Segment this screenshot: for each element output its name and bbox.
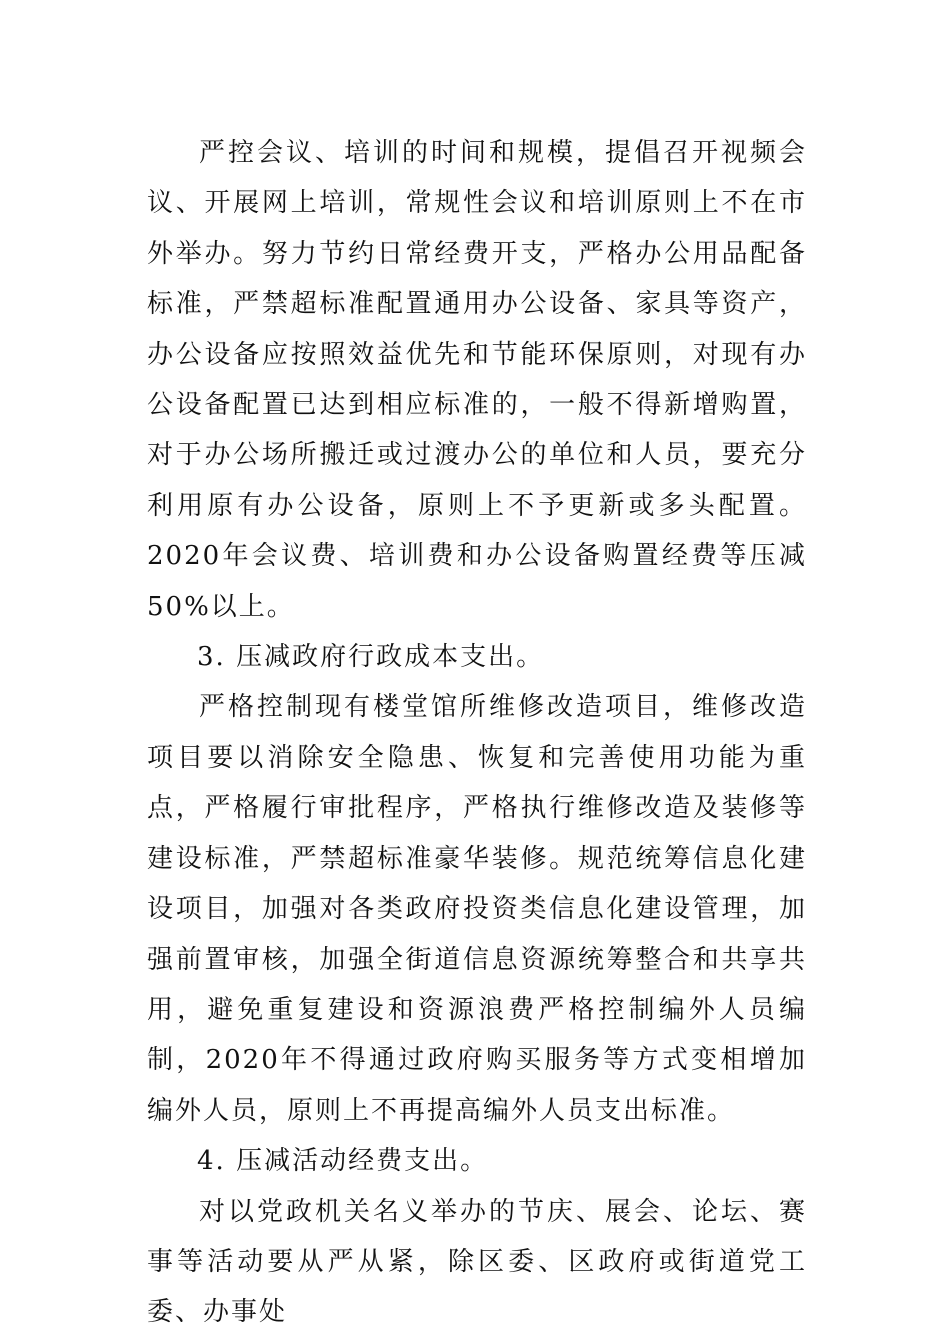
paragraph-meeting-training-office-expenses: 严控会议、培训的时间和规模，提倡召开视频会议、开展网上培训，常规性会议和培训原则上不在市外举办。努力节约日常经费开支，严格办公用品配备标准，严禁超标准配置通用办公设备、家具等资产，办公设备应按照效益优先和节能环保原则，对现有办公设备配置已达到相应标准的，一般不得新增购置，对于办公场所搬迁或过渡办公的单位和人员，要充分利用原有办公设备，原则上不予更新或多头配置。2020年会议费、培训费和办公设备购置经费等压减50%以上。 [147, 138, 807, 622]
section-heading-4: 4. 压减活动经费支出。 [197, 1146, 489, 1177]
section-heading-3: 3. 压减政府行政成本支出。 [197, 642, 545, 673]
paragraph-building-it-staff-costs: 严格控制现有楼堂馆所维修改造项目，维修改造项目要以消除安全隐患、恢复和完善使用功能为重点，严格履行审批程序，严格执行维修改造及装修等建设标准，严禁超标准豪华装修。规范统筹信息化建设项目，加强对各类政府投资类信息化建设管理，加强前置审核，加强全街道信息资源统筹整合和共享共用，避免重复建设和资源浪费严格控制编外人员编制，2020年不得通过政府购买服务等方式变相增加编外人员，原则上不再提高编外人员支出标准。 [147, 692, 807, 1126]
paragraph-activity-expenses: 对以党政机关名义举办的节庆、展会、论坛、赛事等活动要从严从紧，除区委、区政府或街道党工委、办事处 [147, 1196, 807, 1328]
document-body [147, 128, 807, 1338]
